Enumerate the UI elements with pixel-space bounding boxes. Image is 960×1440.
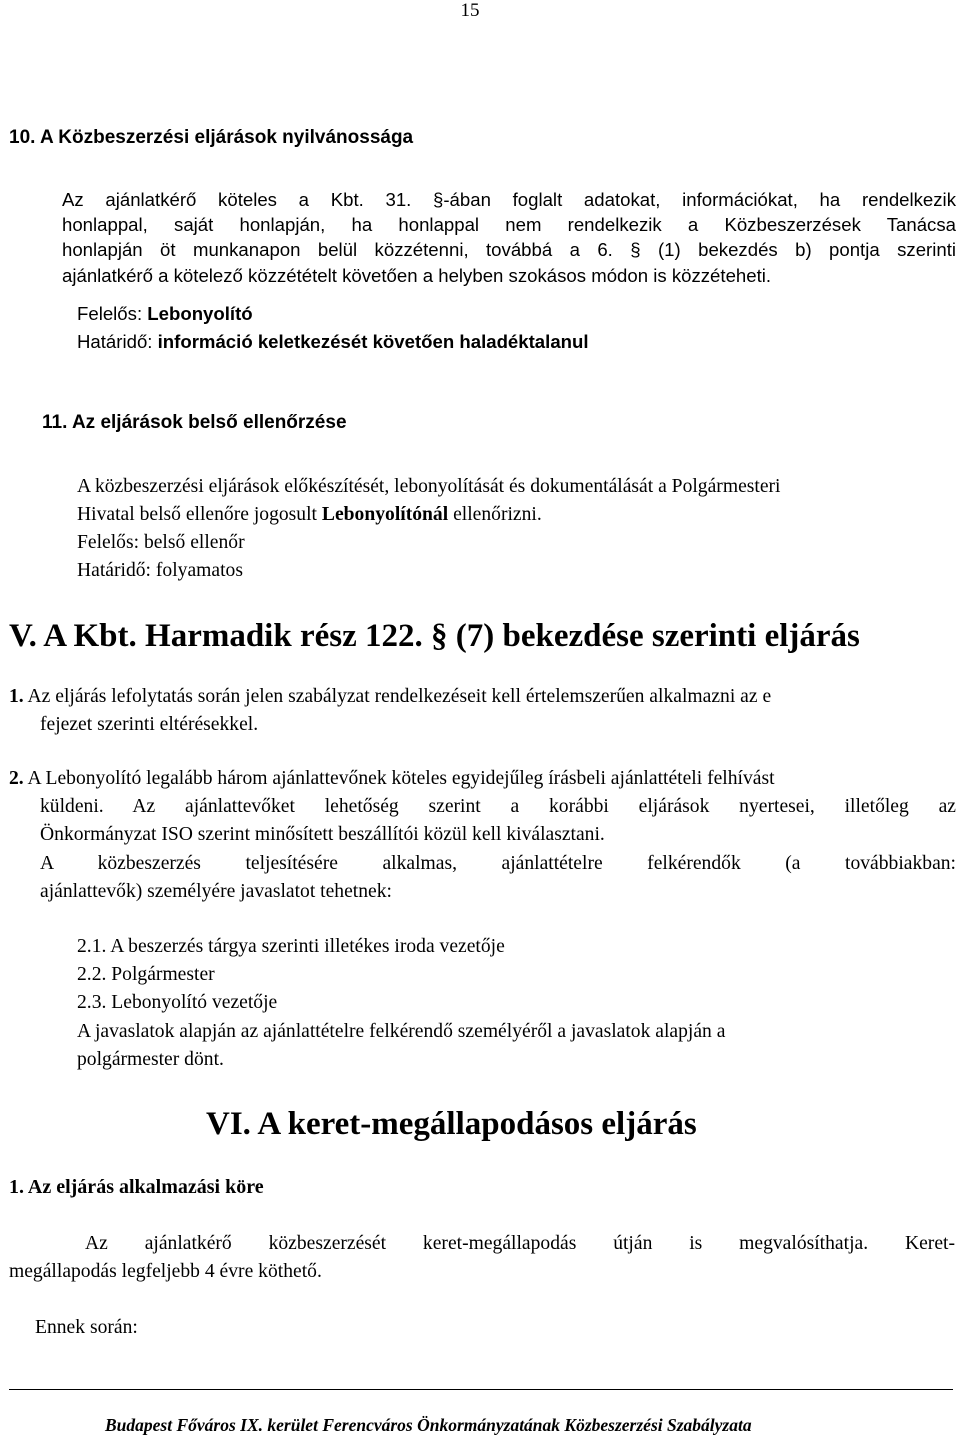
chapter-v-paragraph-1 [9, 683, 956, 739]
body-line: ajánlatkérő a kötelező közzétételt követően a helyben szokásos módon is közzéteheti. [62, 264, 772, 286]
section-10-heading: 10. A Közbeszerzési eljárások nyilvánossága [9, 127, 414, 148]
responsible-label: Felelős: [77, 303, 148, 324]
body-line: honlapján öt munkanapon belül közzétenni, továbbá a 6. § (1) bekezdés b) pontja szerinti [62, 239, 956, 261]
line-text: ellenőrizni. [448, 504, 542, 525]
page-number: 15 [460, 0, 480, 21]
section-10-body [62, 187, 956, 288]
deadline-label: Határidő: [77, 331, 158, 352]
paragraph-line: Önkormányzat ISO szerint minősített beszállítói közül kell kiválasztani. [40, 824, 605, 846]
paragraph-line: fejezet szerinti eltérésekkel. [40, 714, 259, 736]
proposer-list [77, 933, 937, 1074]
section-11-line-1: A közbeszerzési eljárások előkészítését, lebonyolítását és dokumentálását a Polgármesteri [77, 476, 781, 497]
paragraph-line [9, 765, 956, 793]
responsible-line [77, 301, 253, 326]
deadline-line [77, 329, 589, 354]
closing-line: A javaslatok alapján az ajánlattételre felkérendő személyéről a javaslatok alapján a [77, 1020, 726, 1042]
paragraph-line: megállapodás legfeljebb 4 évre köthető. [9, 1261, 322, 1283]
deadline-value: információ keletkezését követően haladéktalanul [157, 331, 589, 352]
paragraph-line: A közbeszerzés teljesítésére alkalmas, ajánlattételre felkérendők (a továbbiakban: [40, 852, 956, 874]
paragraph-line: Az ajánlatkérő közbeszerzését keret-megállapodás útján is megvalósíthatja. Keret- [85, 1233, 955, 1254]
paragraph-line [9, 683, 956, 711]
paragraph-line: ajánlattevők) személyére javaslatot tehetnek: [40, 880, 392, 902]
chapter-vi-subheading: 1. Az eljárás alkalmazási köre [9, 1176, 264, 1198]
chapter-v-paragraph-2 [9, 765, 956, 906]
paragraph-number: 2. [9, 768, 24, 789]
section-11-deadline: Határidő: folyamatos [77, 560, 243, 581]
list-item: 2.1. A beszerzés tárgya szerinti illetékes iroda vezetője [77, 936, 505, 957]
paragraph-text: Az eljárás lefolytatás során jelen szabályzat rendelkezéseit kell értelemszerűen alkalmazni az e [23, 686, 772, 707]
ennek-soran: Ennek során: [35, 1317, 138, 1338]
responsible-value: Lebonyolító [147, 303, 253, 324]
body-line: honlappal, saját honlapján, ha honlappal nem rendelkezik a Közbeszerzések Tanácsa [62, 214, 956, 236]
closing-line: polgármester dönt. [77, 1048, 224, 1070]
paragraph-line: küldeni. Az ajánlattevőket lehetőség szerint a korábbi eljárások nyertesei, illetőleg az [40, 796, 956, 818]
section-11-line-2 [77, 502, 542, 528]
line-text: Hivatal belső ellenőre jogosult [77, 504, 322, 525]
section-11-heading: 11. Az eljárások belső ellenőrzése [42, 412, 347, 433]
body-line: Az ajánlatkérő köteles a Kbt. 31. §-ában foglalt adatokat, információkat, ha rendelkezik [62, 189, 956, 210]
bold-term: Lebonyolítónál [321, 504, 449, 525]
list-item: 2.3. Lebonyolító vezetője [77, 992, 278, 1014]
chapter-vi-heading: VI. A keret-megállapodásos eljárás [206, 1106, 697, 1142]
chapter-vi-body [9, 1230, 955, 1286]
footer-divider [9, 1389, 953, 1390]
paragraph-number: 1. [9, 686, 24, 707]
list-item: 2.2. Polgármester [77, 964, 215, 986]
section-11-responsible: Felelős: belső ellenőr [77, 532, 245, 553]
chapter-v-heading: V. A Kbt. Harmadik rész 122. § (7) bekezdése szerinti eljárás [9, 618, 860, 654]
footer-text: Budapest Főváros IX. kerület Ferencváros Önkormányzatának Közbeszerzési Szabályzata [105, 1415, 752, 1435]
paragraph-text: A Lebonyolító legalább három ajánlattevőnek köteles egyidejűleg írásbeli ajánlattételi felhívást [23, 768, 775, 789]
